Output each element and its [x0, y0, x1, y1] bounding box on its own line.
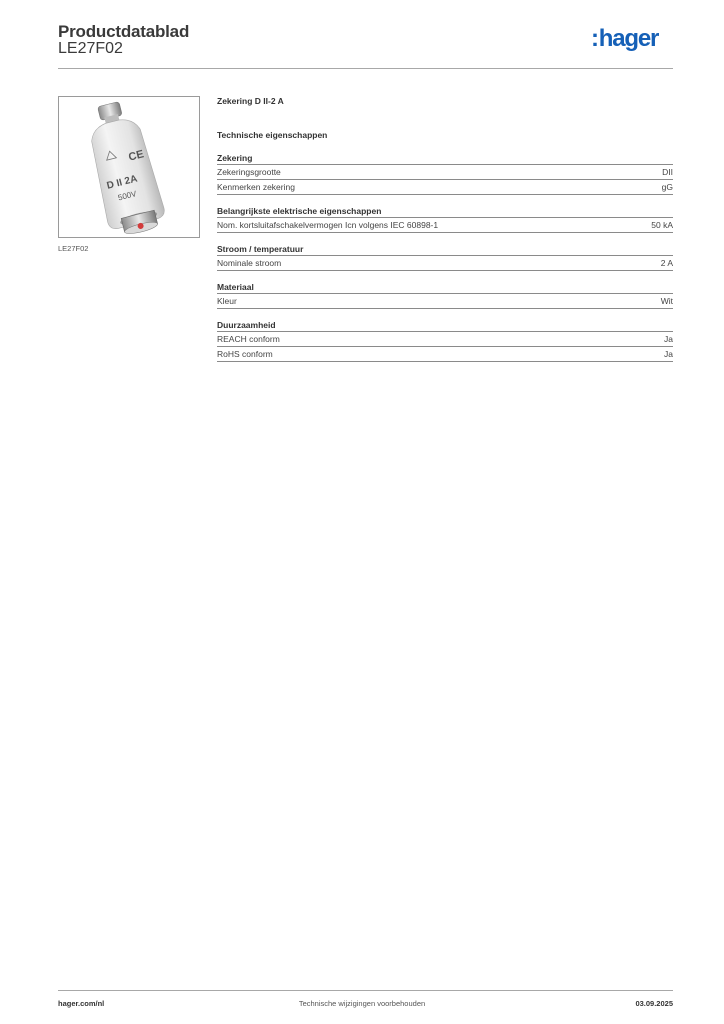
article-number: LE27F02	[58, 40, 123, 57]
spec-value: DII	[662, 167, 673, 177]
spec-group-sustainability	[217, 319, 673, 362]
spec-label: Nom. kortsluitafschakelvermogen Icn volgens IEC 60898-1	[217, 220, 439, 230]
footer-website-link[interactable]: hager.com/nl	[58, 999, 105, 1008]
spec-row	[217, 180, 673, 195]
spec-group-electrical	[217, 205, 673, 233]
spec-value: 2 A	[660, 258, 673, 268]
spec-value: Wit	[660, 296, 673, 306]
spec-row	[217, 256, 673, 271]
spec-row	[217, 165, 673, 180]
spec-label: RoHS conform	[217, 349, 273, 359]
spec-value: gG	[661, 182, 673, 192]
spec-row	[217, 332, 673, 347]
footer-divider	[58, 990, 673, 991]
section-heading: Technische eigenschappen	[217, 130, 328, 140]
spec-group-zekering	[217, 152, 673, 195]
spec-group-title: Belangrijkste elektrische eigenschappen	[217, 205, 673, 218]
spec-row	[217, 294, 673, 309]
product-image-caption: LE27F02	[58, 244, 89, 253]
hager-logo: :hager	[591, 25, 659, 52]
footer-disclaimer: Technische wijzigingen voorbehouden	[298, 999, 426, 1008]
product-name: Zekering D II-2 A	[217, 96, 284, 106]
spec-group-title: Materiaal	[217, 281, 673, 294]
product-image-frame	[58, 96, 200, 238]
page-title: Productdatablad	[58, 22, 190, 41]
spec-row	[217, 347, 673, 362]
fuse-voltage-text: 500V	[117, 189, 138, 203]
spec-group-current-temperature	[217, 243, 673, 271]
spec-sheet	[217, 96, 673, 362]
spec-label: Kleur	[217, 296, 237, 306]
header-divider	[58, 68, 673, 69]
spec-group-title: Stroom / temperatuur	[217, 243, 673, 256]
spec-label: REACH conform	[217, 334, 280, 344]
spec-label: Zekeringsgrootte	[217, 167, 281, 177]
footer-date: 03.09.2025	[635, 999, 673, 1008]
logo-text: hager	[598, 25, 659, 52]
spec-group-title: Duurzaamheid	[217, 319, 673, 332]
fuse-rating-text: D II 2A	[105, 173, 139, 192]
spec-group-material	[217, 281, 673, 309]
spec-value: Ja	[664, 349, 673, 359]
spec-label: Kenmerken zekering	[217, 182, 295, 192]
spec-label: Nominale stroom	[217, 258, 282, 268]
spec-value: 50 kA	[651, 220, 673, 230]
fuse-image	[59, 97, 199, 237]
spec-group-title: Zekering	[217, 152, 673, 165]
spec-value: Ja	[664, 334, 673, 344]
spec-row	[217, 218, 673, 233]
fuse-ce-mark: CE	[127, 148, 146, 164]
